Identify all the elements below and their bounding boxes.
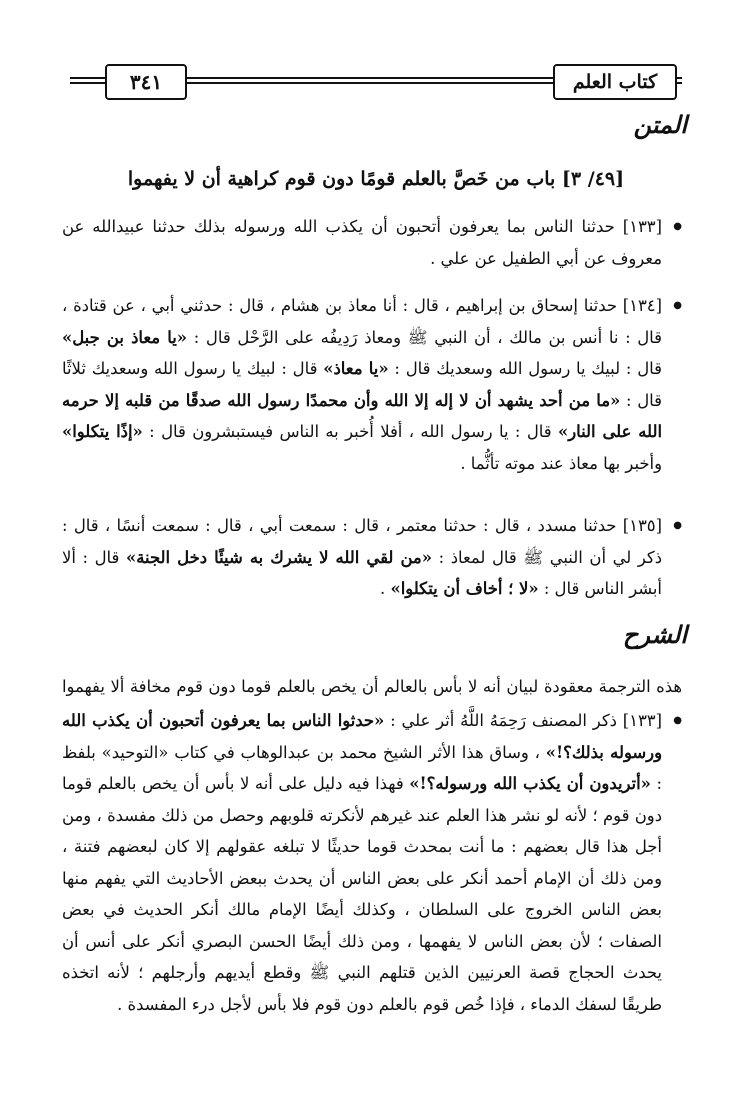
hadith-text: قال : لبيك يا رسول الله وسعديك ثلاثًا قال : — [62, 359, 662, 410]
hadith-134 — [62, 290, 682, 479]
hadith-quote: «من لقي الله لا يشرك به شيئًا دخل الجنة» — [125, 547, 432, 567]
chapter-title: [٤٩/ ٣] باب من خَصَّ بالعلم قومًا دون قوم كراهية أن لا يفهموا — [127, 168, 625, 190]
hadith-text: وأخبر بها معاذ عند موته تأثُّما . — [460, 453, 662, 473]
hadith-quote: «يا معاذ» — [323, 359, 389, 378]
sharh-text: فهذا فيه دليل على أنه لا بأس أن يخص بالعلم قوما دون قوم ؛ لأنه لو نشر هذا العلم عند غيرهم لأنكرته قلوبهم وحصل من ذلك مفسدة ، ومن أجل هذا قال بعضهم : ما أنت بمحدث قوما حديثًا لا تبلغه عقولهم إلا كان لبعضهم فتنة ، ومن ذلك أن الإمام أحمد أنكر على بعض الناس أن يحدث ببعض الأحاديث التي يفهم منها بعض الناس الخروج على السلطان ، وكذلك أيضًا الإمام مالك أنكر الحديث في بعض الصفات ؛ لأن بعض الناس لا يفهمها ، ومن ذلك أيضًا الحسن البصري أنكر على أنس أن يحدث الحجاج قصة العرنيين الذين قتلهم النبي ﷺ وقطع أيديهم وأرجلهم ؛ لأنه اتخذه طريقًا لسفك الدماء ، فإذا خُص قوم بالعلم دون قوم فلا بأس لأجل درء المفسدة . — [62, 774, 662, 1014]
matn-label: المتن — [633, 110, 687, 139]
sharh-text: ، وساق هذا الأثر الشيخ محمد بن عبدالوهاب في كتاب «التوحيد» بلفظ : — [62, 742, 662, 793]
hadith-text: [١٣٥] حدثنا مسدد ، قال : حدثنا معتمر ، قال : سمعت أبي ، قال : سمعت أنسًا ، قال : ذكر لي أن النبي ﷺ قال لمعاذ : — [62, 516, 662, 567]
sharh-label: الشرح — [622, 620, 687, 649]
running-header — [70, 60, 682, 100]
hadith-quote: «يا معاذ بن جبل» — [62, 327, 188, 347]
hadith-text: قال : ألا أبشر الناس قال : — [62, 547, 662, 598]
sharh-133 — [62, 705, 682, 1020]
hadith-quote: «ما من أحد يشهد أن لا إله إلا الله وأن محمدًا رسول الله صدقًا من قلبه إلا حرمه الله على النار» — [62, 390, 662, 441]
sharh-quote: «حدثوا الناس بما يعرفون أتحبون أن يكذب الله ورسوله بذلك؟!» — [62, 711, 662, 762]
sharh-quote: «أتريدون أن يكذب الله ورسوله؟!» — [409, 774, 651, 793]
hadith-quote: «لا ؛ أخاف أن يتكلوا» — [390, 579, 539, 598]
hadith-text: [١٣٣] حدثنا الناس بما يعرفون أتحبون أن يكذب الله ورسوله بذلك حدثنا عبيدالله عن معروف عن أبي الطفيل عن علي . — [62, 217, 662, 268]
hadith-133 — [62, 211, 682, 274]
sharh-intro: هذه الترجمة معقودة لبيان أنه لا بأس بالعالم أن يخص بالعلم قوما دون قوم مخافة ألا يفهموا . — [62, 677, 682, 728]
page-number: ٣٤١ — [105, 64, 187, 100]
hadith-text: قال : لبيك يا رسول الله وسعديك قال : — [388, 359, 663, 378]
sharh-text: [١٣٣] ذكر المصنف رَحِمَهُ اللَّهُ أثر علي : — [384, 711, 662, 730]
hadith-text: [١٣٤] حدثنا إسحاق بن إبراهيم ، قال : أنا معاذ بن هشام ، قال : حدثني أبي ، عن قتادة ، قال : نا أنس بن مالك ، أن النبي ﷺ ومعاذ رَدِيفُه على الرَّحْل قال : — [62, 296, 662, 347]
hadith-quote: «إذًا يتكلوا» — [62, 422, 143, 441]
hadith-135 — [62, 510, 682, 605]
book-title-box: كتاب العلم — [553, 64, 677, 100]
hadith-text: . — [380, 579, 391, 598]
hadith-text: قال : يا رسول الله ، أفلا أُخبر به الناس فيستبشرون قال : — [142, 422, 558, 441]
